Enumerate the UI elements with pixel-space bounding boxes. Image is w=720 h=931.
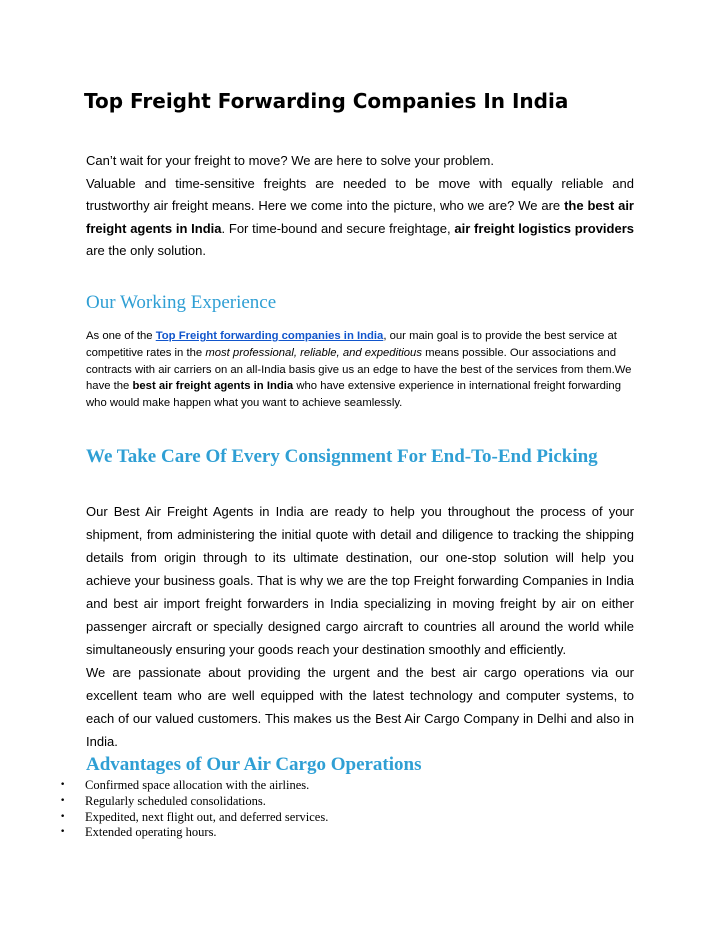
exp-text-2: , our main goal is to provide the best service at competitive rates in the	[86, 330, 617, 359]
intro-bold-2: air freight logistics providers	[454, 220, 634, 236]
advantage-text: Expedited, next flight out, and deferred services.	[85, 809, 329, 824]
page-title: Top Freight Forwarding Companies In India	[84, 89, 569, 113]
list-item	[60, 825, 328, 841]
bullet-icon: •	[60, 811, 66, 822]
list-item	[60, 778, 328, 794]
intro-text-2: . For time-bound and secure freightage,	[221, 220, 455, 236]
intro-text-3: are the only solution.	[86, 243, 206, 258]
intro-paragraph	[86, 173, 634, 263]
working-experience-heading: Our Working Experience	[86, 292, 277, 313]
bullet-icon: •	[60, 795, 66, 806]
advantages-heading: Advantages of Our Air Cargo Operations	[86, 754, 422, 775]
intro-text-1: Valuable and time-sensitive freights are needed to be move with equally reliable and trustworthy air freight means. Here we come into the picture, who we are? We are	[86, 175, 634, 213]
exp-text-3: means possible. Our associations and contracts with air carriers on an all-India basis give us an edge to have the best of the services from them.We have the	[86, 346, 632, 393]
advantages-list	[60, 778, 328, 841]
intro-line: Can’t wait for your freight to move? We are here to solve your problem.	[86, 153, 495, 168]
consignment-paragraph-1: Our Best Air Freight Agents in India are ready to help you throughout the process of your shipment, from administering the initial quote with detail and diligence to tracking the shipping details from origin through to its ultimate destination, our one-stop solution will help you achieve your business goals. That is why we are the top Freight forwarding Companies in India and best air import freight forwarders in India specializing in moving freight by air on either passenger aircraft or specially designed cargo aircraft to countries all around the world while simultaneously ensuring your goods reach your destination smoothly and efficiently.	[86, 504, 634, 657]
working-experience-paragraph	[86, 328, 636, 412]
intro-section	[86, 150, 634, 263]
advantage-text: Confirmed space allocation with the airlines.	[85, 778, 310, 792]
freight-forwarding-link[interactable]: Top Freight forwarding companies in India	[155, 330, 384, 342]
bullet-icon: •	[60, 780, 66, 790]
exp-italic: most professional, reliable, and expeditious	[205, 346, 422, 359]
intro-bold-1: the best air freight agents in India	[86, 198, 634, 236]
bullet-icon: •	[60, 827, 66, 838]
exp-text-1: As one of the	[86, 330, 156, 342]
list-item	[60, 810, 328, 826]
exp-bold: best air freight agents in India	[132, 380, 294, 393]
consignment-paragraph-2: We are passionate about providing the urgent and the best air cargo operations via our excellent team who are well equipped with the latest technology and computer systems, to each of our valued customers. This makes us the Best Air Cargo Company in Delhi and also in India.	[86, 665, 634, 749]
advantage-text: Regularly scheduled consolidations.	[85, 793, 266, 808]
consignment-heading: We Take Care Of Every Consignment For End-To-End Picking	[86, 446, 598, 467]
consignment-section	[86, 500, 634, 753]
list-item	[60, 794, 328, 810]
exp-text-4: who have extensive experience in international freight forwarding who would make happen what you want to achieve seamlessly.	[86, 380, 621, 410]
advantage-text: Extended operating hours.	[85, 825, 217, 840]
